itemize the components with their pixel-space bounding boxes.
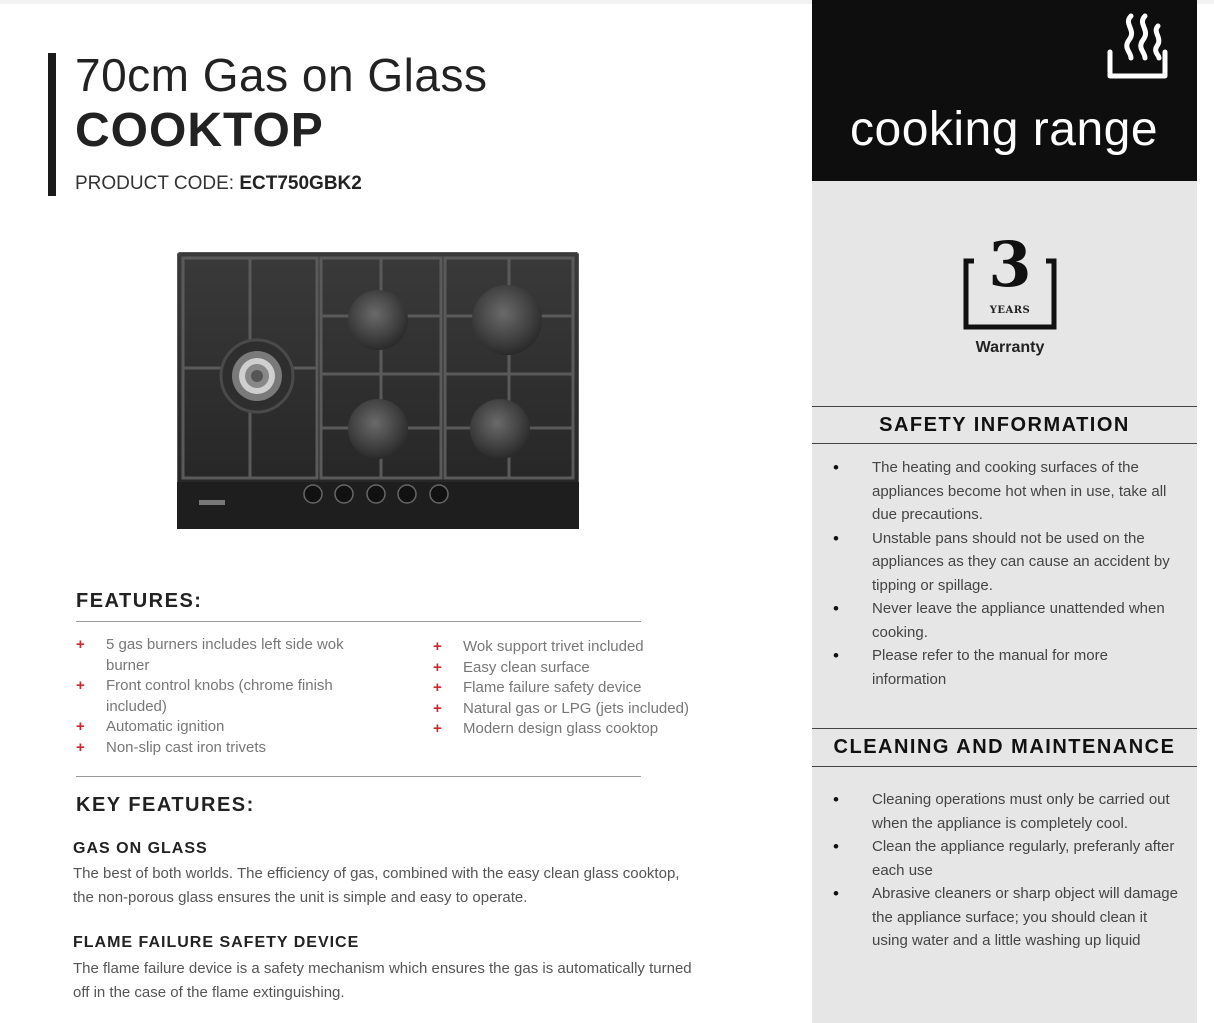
cleaning-list: [833, 788, 1178, 953]
key-feature-title: FLAME FAILURE SAFETY DEVICE: [73, 934, 360, 951]
safety-heading: SAFETY INFORMATION: [879, 414, 1130, 436]
cleaning-rule-bottom: [812, 766, 1197, 767]
brand-name: cooking range: [850, 103, 1159, 156]
list-item: • Unstable pans should not be used on the appliances as they can cause an accident by tipping or spillage.: [833, 527, 1178, 598]
list-item: + Flame failure safety device: [433, 678, 733, 699]
features-heading: FEATURES:: [76, 590, 203, 612]
cooktop-product-image: [177, 252, 579, 529]
key-feature-title: GAS ON GLASS: [73, 840, 208, 857]
warranty-years-label: YEARS: [989, 305, 1031, 316]
list-item: + Natural gas or LPG (jets included): [433, 699, 733, 720]
list-item: • Abrasive cleaners or sharp object will damage the appliance surface; you should clean it using water and a little washing up liquid: [833, 882, 1178, 953]
title-accent-bar: [48, 53, 56, 196]
key-feature-text: The best of both worlds. The efficiency of gas, combined with the easy clean glass cooktop, the non-porous glass ensures the unit is simple and easy to operate.: [73, 865, 680, 906]
key-feature-text: The flame failure device is a safety mechanism which ensures the gas is automatically turned off in the case of the flame extinguishing.: [73, 960, 692, 1001]
list-item: • Never leave the appliance unattended when cooking.: [833, 597, 1178, 644]
list-item: + Front control knobs (chrome finish included): [76, 676, 376, 717]
cleaning-rule-top: [812, 728, 1197, 729]
list-item: + Easy clean surface: [433, 658, 733, 679]
key-features-heading: KEY FEATURES:: [76, 794, 255, 816]
list-item: • Clean the appliance regularly, preferanly after each use: [833, 835, 1178, 882]
key-features-rule: [76, 776, 641, 777]
list-item: + Wok support trivet included: [433, 637, 733, 658]
steam-heat-icon: [1105, 12, 1169, 80]
safety-rule-top: [812, 406, 1197, 407]
product-code: [75, 173, 362, 195]
list-item: + 5 gas burners includes left side wok burner: [76, 635, 376, 676]
page-title-line1: 70cm Gas on Glass: [75, 49, 488, 101]
cleaning-heading: CLEANING AND MAINTENANCE: [833, 736, 1176, 758]
list-item: + Automatic ignition: [76, 717, 376, 738]
list-item: • Cleaning operations must only be carried out when the appliance is completely cool.: [833, 788, 1178, 835]
features-list-left: [76, 635, 376, 758]
list-item: + Modern design glass cooktop: [433, 719, 733, 740]
safety-rule-bottom: [812, 443, 1197, 444]
page-title-line2: COOKTOP: [75, 104, 324, 157]
features-rule: [76, 621, 641, 622]
features-list-right: [433, 637, 733, 740]
list-item: • Please refer to the manual for more information: [833, 644, 1178, 691]
product-code-value: ECT750GBK2: [239, 173, 362, 194]
list-item: + Non-slip cast iron trivets: [76, 738, 376, 759]
product-code-label: PRODUCT CODE:: [75, 173, 240, 194]
warranty-years-number: 3: [988, 228, 1032, 301]
list-item: • The heating and cooking surfaces of the appliances become hot when in use, take all due precautions.: [833, 456, 1178, 527]
safety-list: [833, 456, 1178, 691]
warranty-label: Warranty: [975, 339, 1045, 356]
